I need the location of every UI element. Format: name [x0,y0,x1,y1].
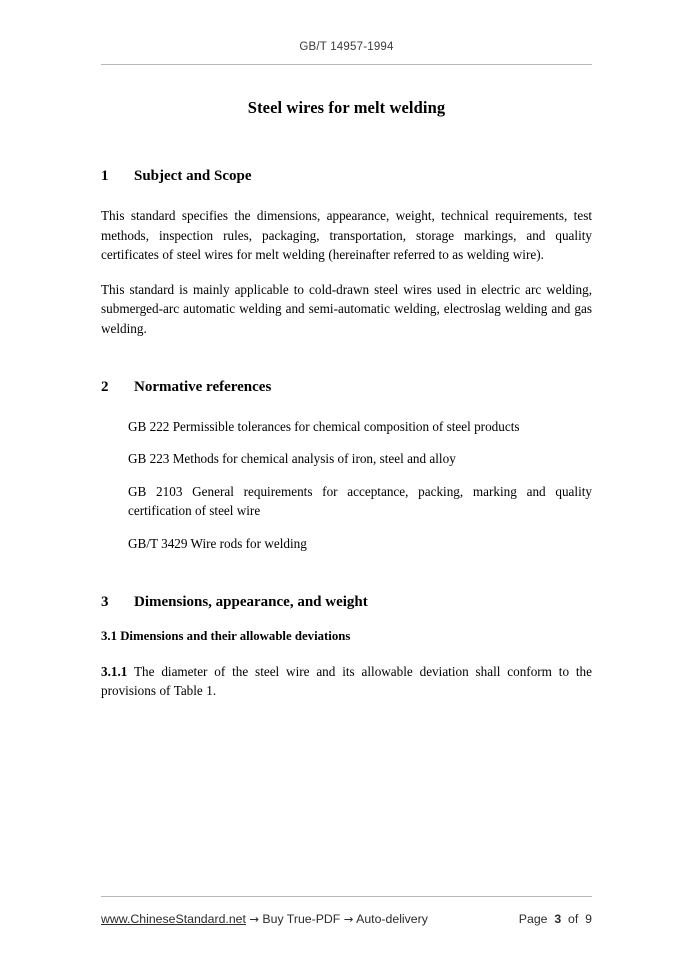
document-title: Steel wires for melt welding [247,98,446,117]
reference-item: GB/T 3429 Wire rods for welding [128,535,307,551]
standard-number: GB/T 14957-1994 [299,41,394,53]
buy-true-pdf-label[interactable]: Buy True-PDF [262,912,341,926]
page-label: Page [518,912,548,926]
clause-title-2: Normative references [134,378,272,395]
clause-heading-2 [101,379,592,396]
reference-item: GB 222 Permissible tolerances for chemical composition of steel products [128,418,520,434]
total-page-number: 9 [585,912,592,926]
page-header [101,0,592,53]
item-number-3-1-1: 3.1.1 [101,663,128,679]
auto-delivery-label: Auto-delivery [356,912,428,926]
header-divider [101,64,592,65]
footer-promo [101,912,428,926]
arrow-right-icon: → [343,912,354,926]
clause-number-3: 3 [101,593,109,610]
clause-number-1: 1 [101,168,109,184]
page-indicator [519,912,592,926]
clause-title-3: Dimensions, appearance, and weight [134,593,368,610]
current-page-number: 3 [554,912,562,926]
arrow-right-icon: → [249,912,259,926]
page-footer [101,896,592,926]
clause-number-2: 2 [101,378,109,395]
of-label: of [568,912,579,926]
reference-item: GB 223 Methods for chemical analysis of iron, steel and alloy [128,451,456,467]
clause-title-1: Subject and Scope [134,168,252,184]
page-content [101,0,592,701]
clause-heading-3 [101,594,592,611]
normative-reference-list [101,417,592,554]
item-text-3-1-1: The diameter of the steel wire and its allowable deviation shall conform to the provisions of Table 1. [101,663,592,699]
footer-divider [101,896,592,897]
paragraph-1-2: This standard is mainly applicable to cold-drawn steel wires used in electric arc welding, submerged-arc automatic welding and semi-automatic welding, electroslag welding and gas welding. [101,281,592,336]
reference-item: GB 2103 General requirements for acceptance, packing, marking and quality certification of steel wire [128,483,592,519]
paragraph-3-1-1 [101,662,592,701]
subclause-heading-3-1: 3.1 Dimensions and their allowable deviations [101,628,351,643]
chinesestandard-link[interactable]: www.ChineseStandard.net [101,912,246,926]
clause-heading-1 [101,168,592,185]
paragraph-1-1: This standard specifies the dimensions, appearance, weight, technical requirements, test methods, inspection rules, packaging, transportation, storage markings, and quality certificates of steel wires for melt welding (hereinafter referred to as welding wire). [101,208,592,263]
